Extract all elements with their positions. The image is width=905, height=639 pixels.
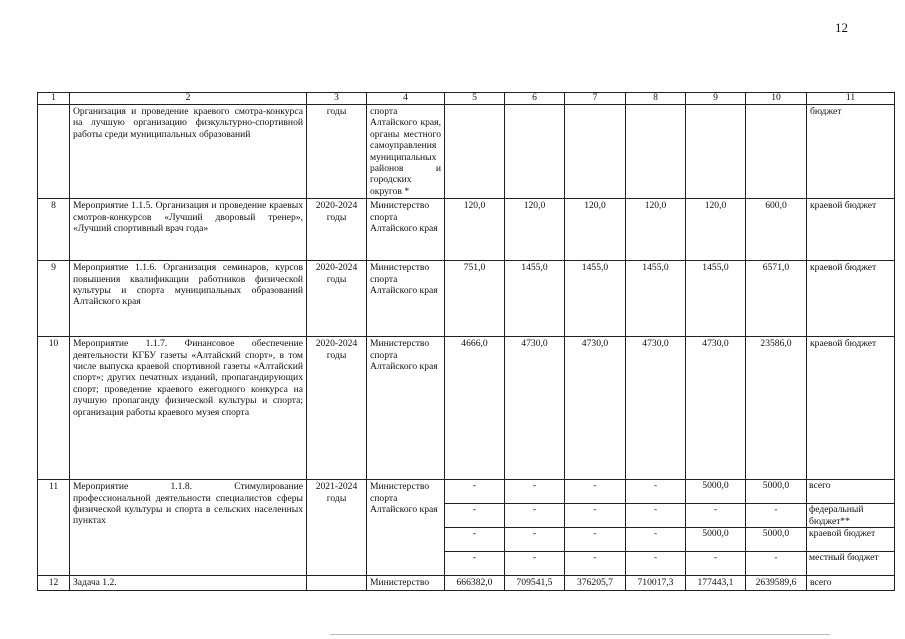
activity-description: Мероприятие 1.1.5. Организация и проведение краевых смотров-конкурсов «Лучший дворовый тренер», «Лучший спортивный врач года» xyxy=(70,199,307,261)
value-cell: - xyxy=(532,552,537,564)
activity-description: Мероприятие 1.1.7. Финансовое обеспечение деятельности КГБУ газеты «Алтайский спорт», в том числе выпуска краевой спортивной газеты «Алтайский спорт»; других печатных изданий, пропагандирующих спорт; проведение краевого ежегодного конкурса на лучшую пропаганду физической культуры и спорта; организация работы краевого музея спорта xyxy=(70,337,307,480)
value-cell: 23586,0 xyxy=(746,337,807,480)
value-column xyxy=(445,480,505,576)
value-cell: 120,0 xyxy=(686,199,746,261)
value-cell: - xyxy=(593,552,597,564)
value-column xyxy=(565,480,626,576)
value-column xyxy=(746,480,807,576)
value-cell: 4730,0 xyxy=(686,337,746,480)
value-cell: - xyxy=(626,480,685,504)
value-cell: 4730,0 xyxy=(565,337,626,480)
row-number: 9 xyxy=(38,261,70,337)
activity-description: Мероприятие 1.1.8. Стимулирование профессиональной деятельности специалистов сферы физической культуры и спорта в сельских населенных пунктах xyxy=(70,480,307,576)
value-cell xyxy=(626,105,686,199)
table-row xyxy=(38,480,895,576)
value-cell: - xyxy=(746,504,806,528)
row-number xyxy=(38,105,70,199)
value-cell: 1455,0 xyxy=(505,261,565,337)
program-activities-table xyxy=(37,92,895,591)
value-cell: 120,0 xyxy=(565,199,626,261)
value-cell: - xyxy=(445,480,504,504)
header-cell: 1 xyxy=(38,93,70,105)
value-cell: 5000,0 xyxy=(746,480,806,504)
period: 2021-2024 годы xyxy=(307,480,367,576)
value-cell: - xyxy=(626,528,685,552)
value-cell xyxy=(505,105,565,199)
value-cell: 120,0 xyxy=(505,199,565,261)
value-cell: 666382,0 xyxy=(445,576,505,590)
header-cell: 11 xyxy=(807,93,895,105)
period: 2020-2024 годы xyxy=(307,337,367,480)
value-cell: - xyxy=(445,504,504,528)
funding-source: краевой бюджет xyxy=(807,199,895,261)
value-cell: 376205,7 xyxy=(565,576,626,590)
funding-source: всего xyxy=(807,576,895,590)
funding-source: федеральный бюджет** xyxy=(807,504,894,528)
table-row xyxy=(38,337,895,480)
funding-source: краевой бюджет xyxy=(807,528,894,552)
column-number-header xyxy=(38,93,895,105)
value-cell: 1455,0 xyxy=(565,261,626,337)
funding-source: краевой бюджет xyxy=(807,337,895,480)
executor: Министерство спорта Алтайского края xyxy=(367,261,445,337)
value-cell: - xyxy=(445,528,504,552)
row-number: 12 xyxy=(38,576,70,590)
row-number: 8 xyxy=(38,199,70,261)
executor: Министерство спорта Алтайского края xyxy=(367,199,445,261)
value-cell xyxy=(445,105,505,199)
value-cell: 1455,0 xyxy=(686,261,746,337)
value-cell: 4666,0 xyxy=(445,337,505,480)
value-cell: 751,0 xyxy=(445,261,505,337)
period: 2020-2024 годы xyxy=(307,199,367,261)
value-cell: 6571,0 xyxy=(746,261,807,337)
header-cell: 7 xyxy=(565,93,626,105)
period xyxy=(307,576,367,590)
value-cell xyxy=(686,105,746,199)
value-cell: - xyxy=(565,504,625,528)
value-cell: - xyxy=(505,504,564,528)
value-cell: 2639589,6 xyxy=(746,576,807,590)
row-number: 11 xyxy=(38,480,70,576)
funding-source: всего xyxy=(807,480,894,504)
value-cell: - xyxy=(505,480,564,504)
table-row xyxy=(38,261,895,337)
header-cell: 10 xyxy=(746,93,807,105)
scan-artifact-line xyxy=(330,634,830,635)
header-cell: 9 xyxy=(686,93,746,105)
executor: Министерство спорта Алтайского края xyxy=(367,480,445,576)
header-cell: 8 xyxy=(626,93,686,105)
value-cell: - xyxy=(472,552,477,564)
value-cell: - xyxy=(774,552,778,564)
value-cell: - xyxy=(713,552,718,564)
header-cell: 3 xyxy=(307,93,367,105)
value-cell: 5000,0 xyxy=(686,528,745,552)
table-row xyxy=(38,576,895,590)
value-column xyxy=(505,480,565,576)
value-column xyxy=(686,480,746,576)
value-cell: - xyxy=(565,480,625,504)
value-column xyxy=(626,480,686,576)
value-cell: - xyxy=(565,528,625,552)
period: годы xyxy=(307,105,367,199)
header-cell: 2 xyxy=(70,93,307,105)
value-cell: 5000,0 xyxy=(686,480,745,504)
activity-description: Организация и проведение краевого смотра-конкурса на лучшую организацию физкультурно-спортивной работы среди муниципальных образований xyxy=(70,105,307,199)
activity-description: Мероприятие 1.1.6. Организация семинаров, курсов повышения квалификации работников физической культуры и спорта муниципальных образований Алтайского края xyxy=(70,261,307,337)
header-cell: 5 xyxy=(445,93,505,105)
funding-source: бюджет xyxy=(807,105,895,199)
page-number: 12 xyxy=(835,20,848,35)
funding-source: краевой бюджет xyxy=(807,261,895,337)
header-cell: 6 xyxy=(505,93,565,105)
funding-source-column xyxy=(807,480,895,576)
header-cell: 4 xyxy=(367,93,445,105)
value-cell: - xyxy=(686,504,745,528)
funding-source: местный бюджет xyxy=(809,552,879,564)
value-cell: 1455,0 xyxy=(626,261,686,337)
value-cell: 120,0 xyxy=(445,199,505,261)
executor: спорта Алтайского края, органы местного самоуправления муниципальных районов и городских округов * xyxy=(367,105,445,199)
value-cell xyxy=(565,105,626,199)
value-cell xyxy=(746,105,807,199)
value-cell: 120,0 xyxy=(626,199,686,261)
value-cell: - xyxy=(653,552,658,564)
value-cell: 600,0 xyxy=(746,199,807,261)
value-cell: - xyxy=(626,504,685,528)
activity-description: Задача 1.2. xyxy=(70,576,307,590)
value-cell: 5000,0 xyxy=(746,528,806,552)
value-cell: 4730,0 xyxy=(626,337,686,480)
executor: Министерство xyxy=(367,576,445,590)
row-number: 10 xyxy=(38,337,70,480)
value-cell: 709541,5 xyxy=(505,576,565,590)
executor: Министерство спорта Алтайского края xyxy=(367,337,445,480)
value-cell: 4730,0 xyxy=(505,337,565,480)
value-cell: - xyxy=(505,528,564,552)
value-cell: 710017,3 xyxy=(626,576,686,590)
table-row xyxy=(38,105,895,199)
table-row xyxy=(38,199,895,261)
value-cell: 177443,1 xyxy=(686,576,746,590)
period: 2020-2024 годы xyxy=(307,261,367,337)
